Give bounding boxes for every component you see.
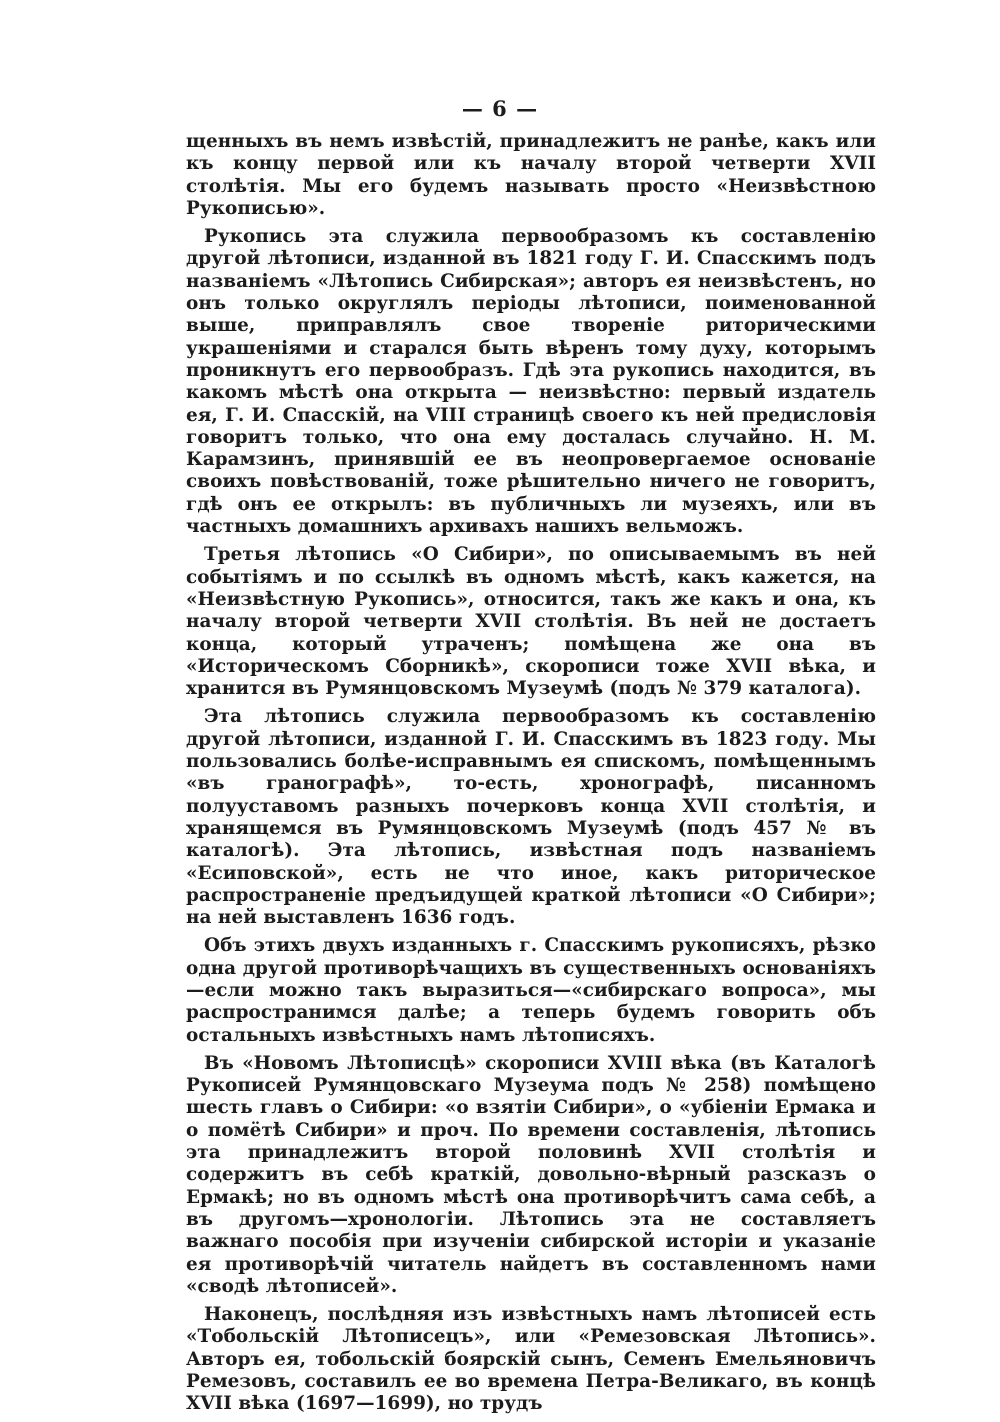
paragraph-3: Третья лѣтопись «О Сибири», по описываемымъ въ ней событіямъ и по ссылкѣ въ одномъ мѣстѣ, какъ кажется, на «Неизвѣстную Рукопись», относится, такъ же какъ и она, къ началу второй четверти XVII столѣтія. Въ ней не достаетъ конца, который утраченъ; помѣщена же она въ «Историческомъ Сборникѣ», скорописи тоже XVII вѣка, и хранится въ Румянцовскомъ Музеумѣ (подъ № 379 каталога). bbox=[186, 544, 876, 700]
paragraph-7: Наконецъ, послѣдняя изъ извѣстныхъ намъ лѣтописей есть «Тобольскій Лѣтописецъ», или «Ремезовская Лѣтопись». Авторъ ея, тобольскій боярскій сынъ, Семенъ Емельяновичъ Ремезовъ, составилъ ее во времена Петра-Великаго, въ концѣ XVII вѣка (1697—1699), но трудъ bbox=[186, 1304, 876, 1415]
page-number: — 6 — bbox=[461, 96, 539, 121]
body-text bbox=[186, 131, 876, 1422]
paragraph-6: Въ «Новомъ Лѣтописцѣ» скорописи XVIII вѣка (въ Каталогѣ Рукописей Румянцовскаго Музеума подъ № 258) помѣщено шесть главъ о Сибири: «о взятіи Сибири», о «убіеніи Ермака и о помётѣ Сибири» и проч. По времени составленія, лѣтопись эта принадлежитъ второй половинѣ XVII столѣтія и содержитъ въ себѣ краткій, довольно-вѣрный разсказъ о Ермакѣ; но въ одномъ мѣстѣ она противорѣчитъ сама себѣ, а въ другомъ—хронологіи. Лѣтопись эта не составляетъ важнаго пособія при изученіи сибирской исторіи и указаніе ея противорѣчій читатель найдетъ въ составленномъ нами «сводѣ лѣтописей». bbox=[186, 1052, 876, 1297]
paragraph-4: Эта лѣтопись служила первообразомъ къ составленію другой лѣтописи, изданной Г. И. Спасскимъ въ 1823 году. Мы пользовались болѣе-исправнымъ ея спискомъ, помѣщеннымъ «въ гранографѣ», то-есть, хронографѣ, писанномъ полууставомъ разныхъ почерковъ конца XVII столѣтія, и хранящемся въ Румянцовскомъ Музеумѣ (подъ 457 № въ каталогѣ). Эта лѣтопись, извѣстная подъ названіемъ «Есиповской», есть не что иное, какъ риторическое распространеніе предъидущей краткой лѣтописи «О Сибири»; на ней выставленъ 1636 годъ. bbox=[186, 706, 876, 929]
paragraph-1: щенныхъ въ немъ извѣстій, принадлежитъ не ранѣе, какъ или къ концу первой или къ началу второй четверти XVII столѣтія. Мы его будемъ называть просто «Неизвѣстною Рукописью». bbox=[186, 131, 876, 219]
paragraph-2: Рукопись эта служила первообразомъ къ составленію другой лѣтописи, изданной въ 1821 году Г. И. Спасскимъ подъ названіемъ «Лѣтопись Сибирская»; авторъ ея неизвѣстенъ, но онъ только округлялъ періоды лѣтописи, поименованной выше, приправлялъ свое твореніе риторическими украшеніями и старался быть вѣренъ тому духу, которымъ проникнутъ его первообразъ. Гдѣ эта рукопись находится, въ какомъ мѣстѣ она открыта — неизвѣстно: первый издатель ея, Г. И. Спасскій, на VIII страницѣ своего къ ней предисловія говоритъ только, что она ему досталась случайно. Н. М. Карамзинъ, принявшій ее въ неопровергаемое основаніе своихъ повѣствованій, тоже рѣшительно ничего не говоритъ, гдѣ онъ ее открылъ: въ публичныхъ ли музеяхъ, или въ частныхъ домашнихъ архивахъ нашихъ вельможъ. bbox=[186, 226, 876, 538]
paragraph-5: Объ этихъ двухъ изданныхъ г. Спасскимъ рукописяхъ, рѣзко одна другой противорѣчащихъ въ существенныхъ основаніяхъ—если можно такъ выразиться—«сибирскаго вопроса», мы распространимся далѣе; а теперь будемъ говорить объ остальныхъ извѣстныхъ намъ лѣтописяхъ. bbox=[186, 935, 876, 1046]
